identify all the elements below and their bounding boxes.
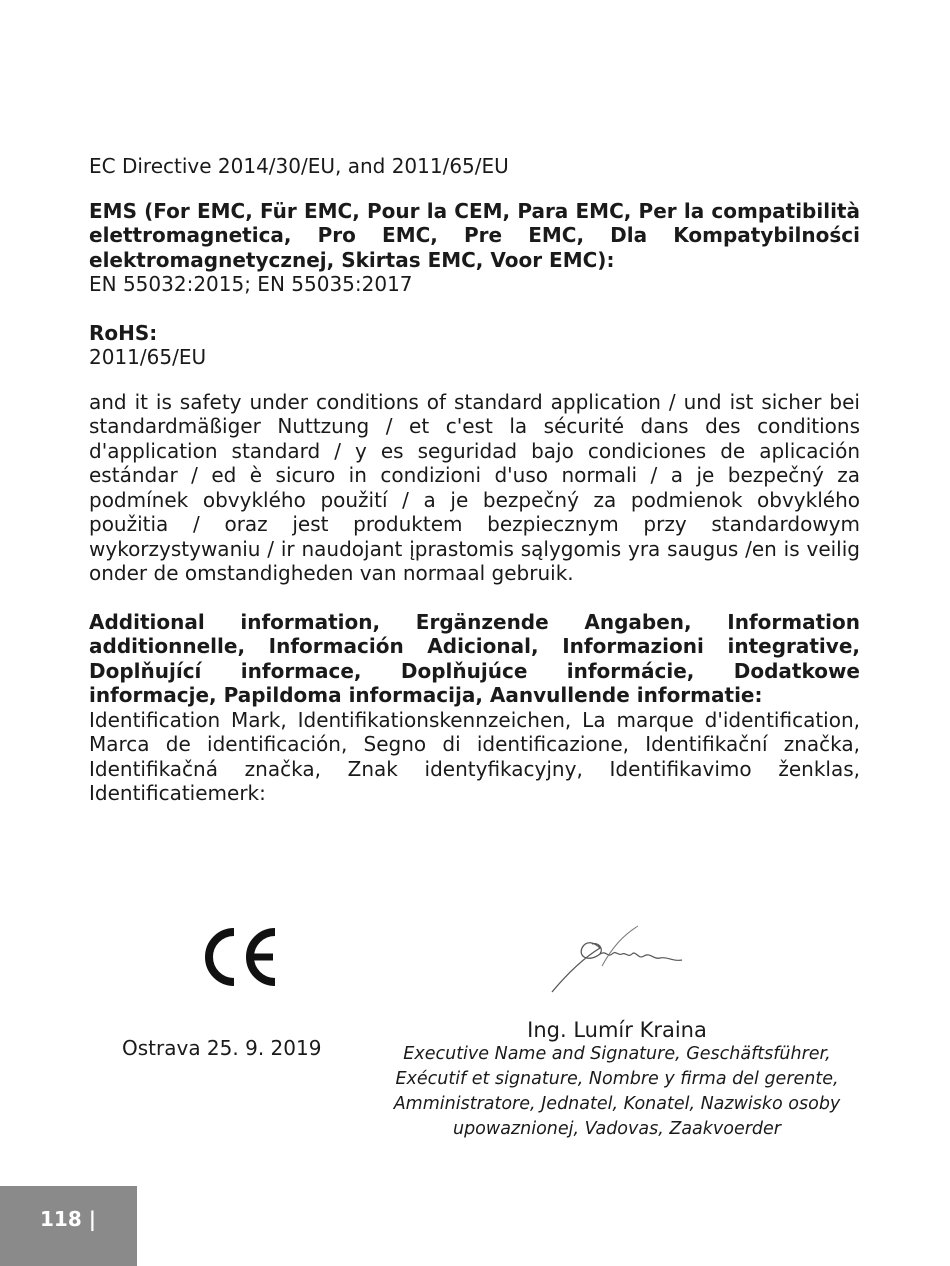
place-date: Ostrava 25. 9. 2019 xyxy=(122,1036,322,1060)
ems-standards: EN 55032:2015; EN 55035:2017 xyxy=(89,272,413,296)
page-footer-tab xyxy=(0,1186,137,1266)
additional-text: Identification Mark, Identifikationskennzeichen, La marque d'identification, Marca de identificación, Segno di identificazione, Identifikační značka, Identifikačná značka, Znak identyfikacyjny, Identifikavimo ženklas, Identificatiemerk: xyxy=(89,707,860,805)
page-number: 118 | xyxy=(40,1207,97,1231)
signatory-name: Ing. Lumír Kraina xyxy=(527,1018,707,1042)
rohs-value: 2011/65/EU xyxy=(89,345,207,369)
ce-mark-icon xyxy=(89,928,389,986)
directive-line: EC Directive 2014/30/EU, and 2011/65/EU xyxy=(89,154,509,178)
signature-block xyxy=(382,918,852,1142)
ems-heading: EMS (For EMC, Für EMC, Pour la CEM, Para EMC, Per la compatibilità elettromagnetica, Pro EMC, Pre EMC, Dla Kompatybilności elektromagnetycznej, Skirtas EMC, Voor EMC): xyxy=(89,198,860,272)
signature-caption: Executive Name and Signature, Geschäftsführer, Exécutif et signature, Nombre y firma del gerente, Amministratore, Jednatel, Konatel, Nazwisko osoby upowaznionej, Vadovas, Zaakvoerder xyxy=(393,1044,841,1139)
handwritten-signature xyxy=(542,918,692,998)
safety-paragraph: and it is safety under conditions of standard application / und ist sicher bei standardmäßiger Nuttzung / et c'est la sécurité dans des conditions d'application standard / y es seguridad bajo condiciones de aplicación estándar / ed è sicuro in condizioni d'uso normali / a je bezpečný za podmínek obvyklého použití / a je bezpečný za podmienok obvyklého použitia / oraz jest produktem bezpiecznym przy standardowym wykorzystywaniu / ir naudojant įprastomis sąlygomis yra saugus /en is veilig onder de omstandigheden van normaal gebruik. xyxy=(89,389,860,585)
rohs-heading: RoHS: xyxy=(89,320,158,345)
ce-mark-block xyxy=(89,928,389,986)
declaration-content xyxy=(89,154,860,806)
additional-heading: Additional information, Ergänzende Angaben, Information additionnelle, Información Adicional, Informazioni integrative, Doplňující informace, Doplňujúce informácie, Dodatkowe informacje, Papildoma informacija, Aanvullende informatie: xyxy=(89,609,860,707)
